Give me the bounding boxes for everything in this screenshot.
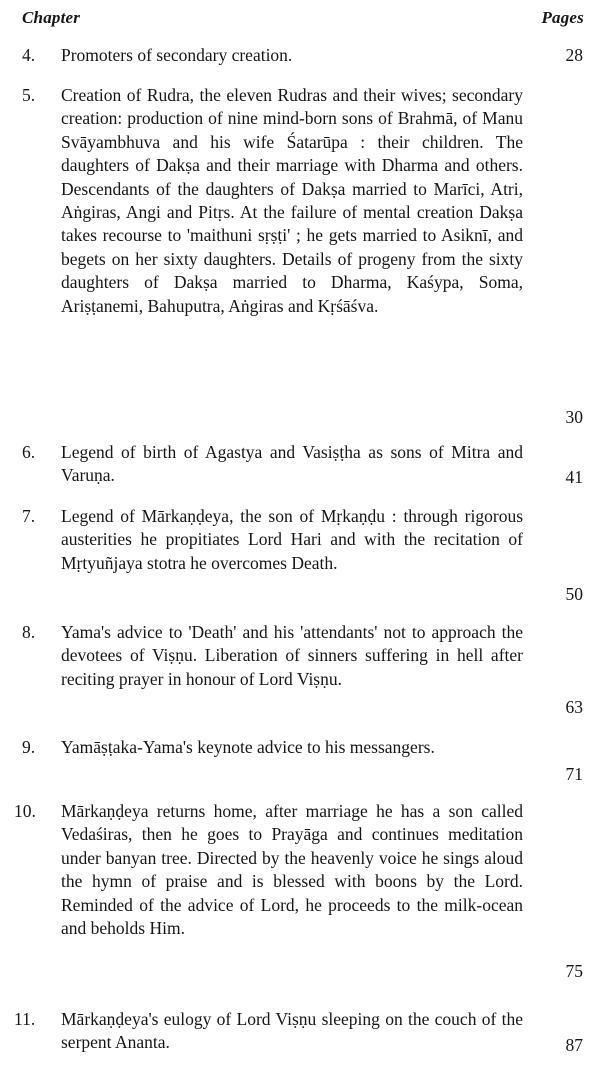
toc-header xyxy=(22,8,584,30)
chapter-summary: Legend of birth of Agastya and Vasiṣṭha as sons of Mitra and Varuṇa. xyxy=(61,442,523,486)
chapter-number: 9. xyxy=(22,737,36,757)
chapter-summary: Creation of Rudra, the eleven Rudras and their wives; secondary creation: production of nine mind-born sons of Brahmā, of Manu Svāyambhuva and his wife Śatarūpa : their children. The daughters of Dakṣa and their marriage with Dharma and others. Descendants of the daughters of Dakṣa married to Marīci, Atri, Aṅgiras, Angi and Pitṛs. At the failure of mental creation Dakṣa takes recourse to 'maithuni sṛṣṭi' ; he gets married to Asiknī, and begets on her sixty daughters. Details of progeny from the sixty daughters of Dakṣa married to Dharma, Kaśypa, Soma, Ariṣṭanemi, Bahuputra, Aṅgiras and Kṛśāśva. xyxy=(61,85,523,316)
chapter-summary: Mārkaṇḍeya returns home, after marriage he has a son called Vedaśiras, then he goes to Prayāga and continues meditation under banyan tree. Directed by the heavenly voice he sings aloud the hymn of praise and is blessed with boons by the Lord. Reminded of the advice of Lord, he proceeds to the milk-ocean and beholds Him. xyxy=(61,801,523,939)
page-number: 71 xyxy=(565,764,583,784)
chapter-summary: Mārkaṇḍeya's eulogy of Lord Viṣṇu sleeping on the couch of the serpent Ananta. xyxy=(61,1009,523,1053)
chapter-number: 7. xyxy=(22,506,36,526)
page-number: 50 xyxy=(565,584,583,604)
chapter-number: 6. xyxy=(22,442,36,462)
page-number: 75 xyxy=(565,961,583,981)
chapter-number: 10. xyxy=(14,801,36,821)
chapter-number: 4. xyxy=(22,45,36,65)
page-number: 28 xyxy=(565,45,583,65)
chapter-number: 11. xyxy=(14,1009,36,1029)
pages-column-label: Pages xyxy=(541,8,584,27)
chapter-number: 8. xyxy=(22,622,36,642)
page-number: 63 xyxy=(565,697,583,717)
chapter-number: 5. xyxy=(22,85,36,105)
page-number: 30 xyxy=(565,407,583,427)
page-number: 41 xyxy=(565,467,583,487)
chapter-summary: Promoters of secondary creation. xyxy=(61,45,293,65)
chapter-summary: Yama's advice to 'Death' and his 'attendants' not to approach the devotees of Viṣṇu. Liberation of sinners suffering in hell after reciting prayer in honour of Lord Viṣṇu. xyxy=(61,622,523,689)
chapter-column-label: Chapter xyxy=(22,8,81,27)
chapter-summary: Yamāṣṭaka-Yama's keynote advice to his messangers. xyxy=(61,737,435,757)
page-number: 87 xyxy=(565,1035,583,1055)
chapter-summary: Legend of Mārkaṇḍeya, the son of Mṛkaṇḍu : through rigorous austerities he propitiates Lord Hari and with the recitation of Mṛtyuñjaya stotra he overcomes Death. xyxy=(61,506,523,573)
